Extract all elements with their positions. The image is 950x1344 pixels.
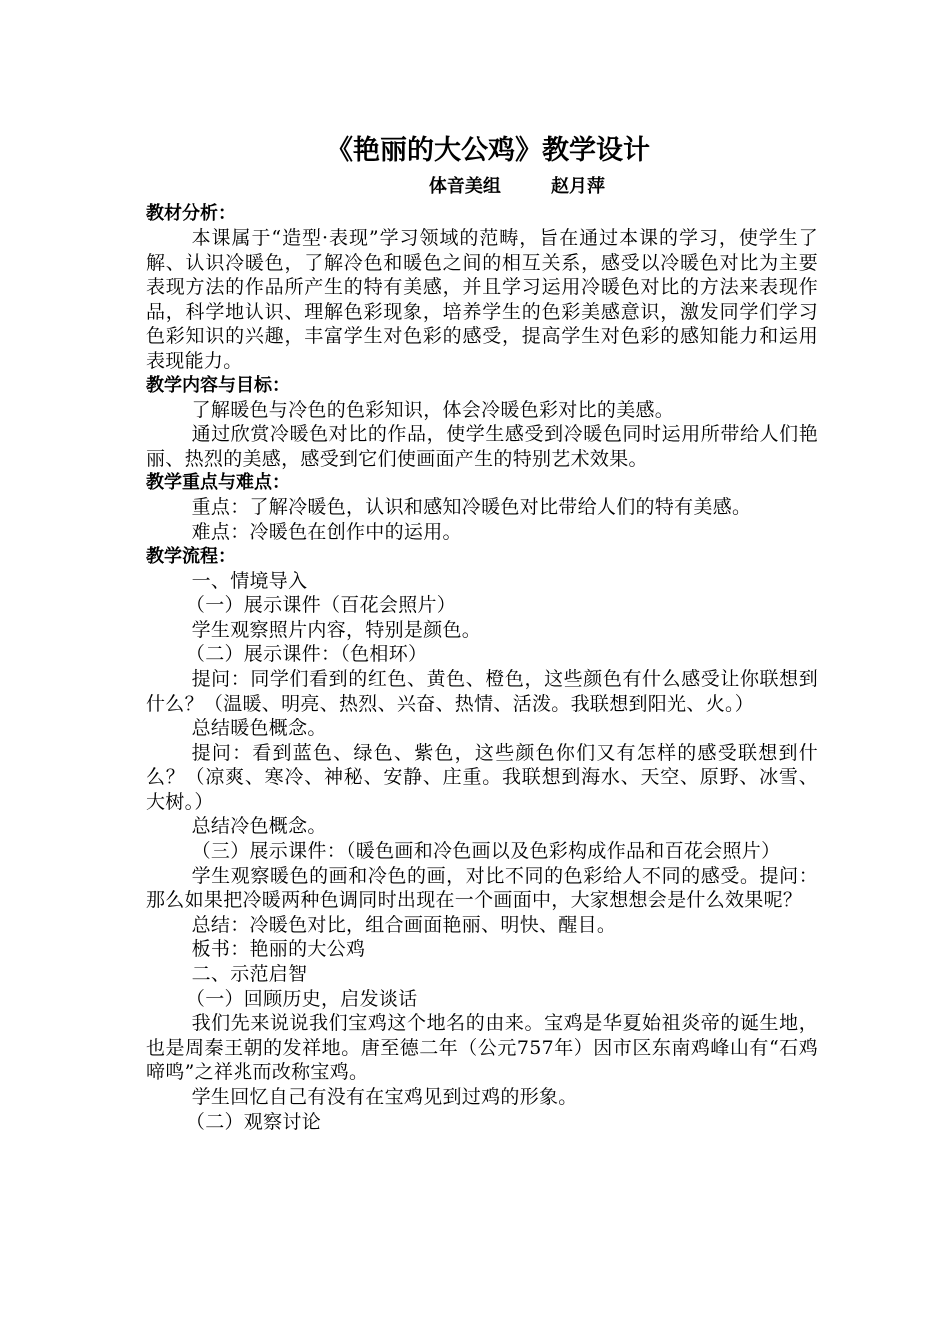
paragraph: 一、情境导入 xyxy=(191,569,308,592)
paragraph: 二、示范启智 xyxy=(191,963,308,986)
paragraph: （二）观察讨论 xyxy=(185,1110,321,1133)
paragraph: 总结暖色概念。 xyxy=(191,717,327,740)
paragraph: 难点：冷暖色在创作中的运用。 xyxy=(191,520,462,543)
paragraph: 了解暖色与冷色的色彩知识，体会冷暖色彩对比的美感。 xyxy=(191,398,675,421)
paragraph: 学生观察照片内容，特别是颜色。 xyxy=(191,618,482,641)
author-line: 体音美组 赵月萍 xyxy=(428,176,606,197)
paragraph: （二）展示课件：（色相环） xyxy=(185,643,428,666)
section-heading: 教学内容与目标： xyxy=(146,374,290,396)
paragraph: （一）回顾历史，启发谈话 xyxy=(185,987,418,1010)
paragraph: 重点：了解冷暖色，认识和感知冷暖色对比带给人们的特有美感。 xyxy=(191,496,752,519)
document-title: 《艳丽的大公鸡》教学设计 xyxy=(326,135,650,166)
section-textbook-analysis xyxy=(146,202,818,374)
paragraph: 总结冷色概念。 xyxy=(191,815,327,838)
document-page xyxy=(146,130,818,1134)
paragraph: 本课属于“造型·表现”学习领域的范畴，旨在通过本课的学习，使学生了解、认识冷暖色，了解冷色和暖色之间的相互关系，感受以冷暖色对比为主要表现方法的作品所产生的特有美感，并且学习运用冷暖色对比的方法来表现作品，科学地认识、理解色彩现象，培养学生的色彩美感意识，激发同学们学习色彩知识的兴趣，丰富学生对色彩的感受，提高学生对色彩的感知能力和运用表现能力。 xyxy=(146,227,818,372)
paragraph: 学生回忆自己有没有在宝鸡见到过鸡的形象。 xyxy=(191,1086,578,1108)
section-heading: 教学流程： xyxy=(146,545,236,567)
paragraph: （三）展示课件：（暖色画和冷色画以及色彩构成作品和百花会照片） xyxy=(191,840,781,863)
paragraph: 总结：冷暖色对比，组合画面艳丽、明快、醒目。 xyxy=(191,913,617,936)
section-heading: 教材分析： xyxy=(146,203,236,224)
paragraph: 学生观察暖色的画和冷色的画，对比不同的色彩给人不同的感受。提问：那么如果把冷暖两种色调同时出现在一个画面中，大家想想会是什么效果呢？ xyxy=(146,864,818,912)
paragraph: （一）展示课件（百花会照片） xyxy=(185,594,457,617)
paragraph: 提问：同学们看到的红色、黄色、橙色，这些颜色有什么感受让你联想到什么？（温暖、明亮、热烈、兴奋、热情、活泼。我联想到阳光、火。） xyxy=(146,667,818,715)
section-content-goals xyxy=(146,374,818,472)
section-heading: 教学重点与难点： xyxy=(146,472,290,494)
paragraph: 我们先来说说我们宝鸡这个地名的由来。宝鸡是华夏始祖炎帝的诞生地，也是周秦王朝的发祥地。唐至德二年（公元757年）因市区东南鸡峰山有“石鸡啼鸣”之祥兆而改称宝鸡。 xyxy=(146,1012,818,1084)
paragraph: 板书：艳丽的大公鸡 xyxy=(191,938,366,961)
paragraph: 通过欣赏冷暖色对比的作品，使学生感受到冷暖色同时运用所带给人们艳丽、热烈的美感，感受到它们使画面产生的特别艺术效果。 xyxy=(146,423,818,470)
section-key-points xyxy=(146,471,818,544)
section-teaching-process xyxy=(146,545,818,1135)
paragraph: 提问：看到蓝色、绿色、紫色，这些颜色你们又有怎样的感受联想到什么？（凉爽、寒冷、神秘、安静、庄重。我联想到海水、天空、原野、冰雪、大树。） xyxy=(146,741,818,813)
